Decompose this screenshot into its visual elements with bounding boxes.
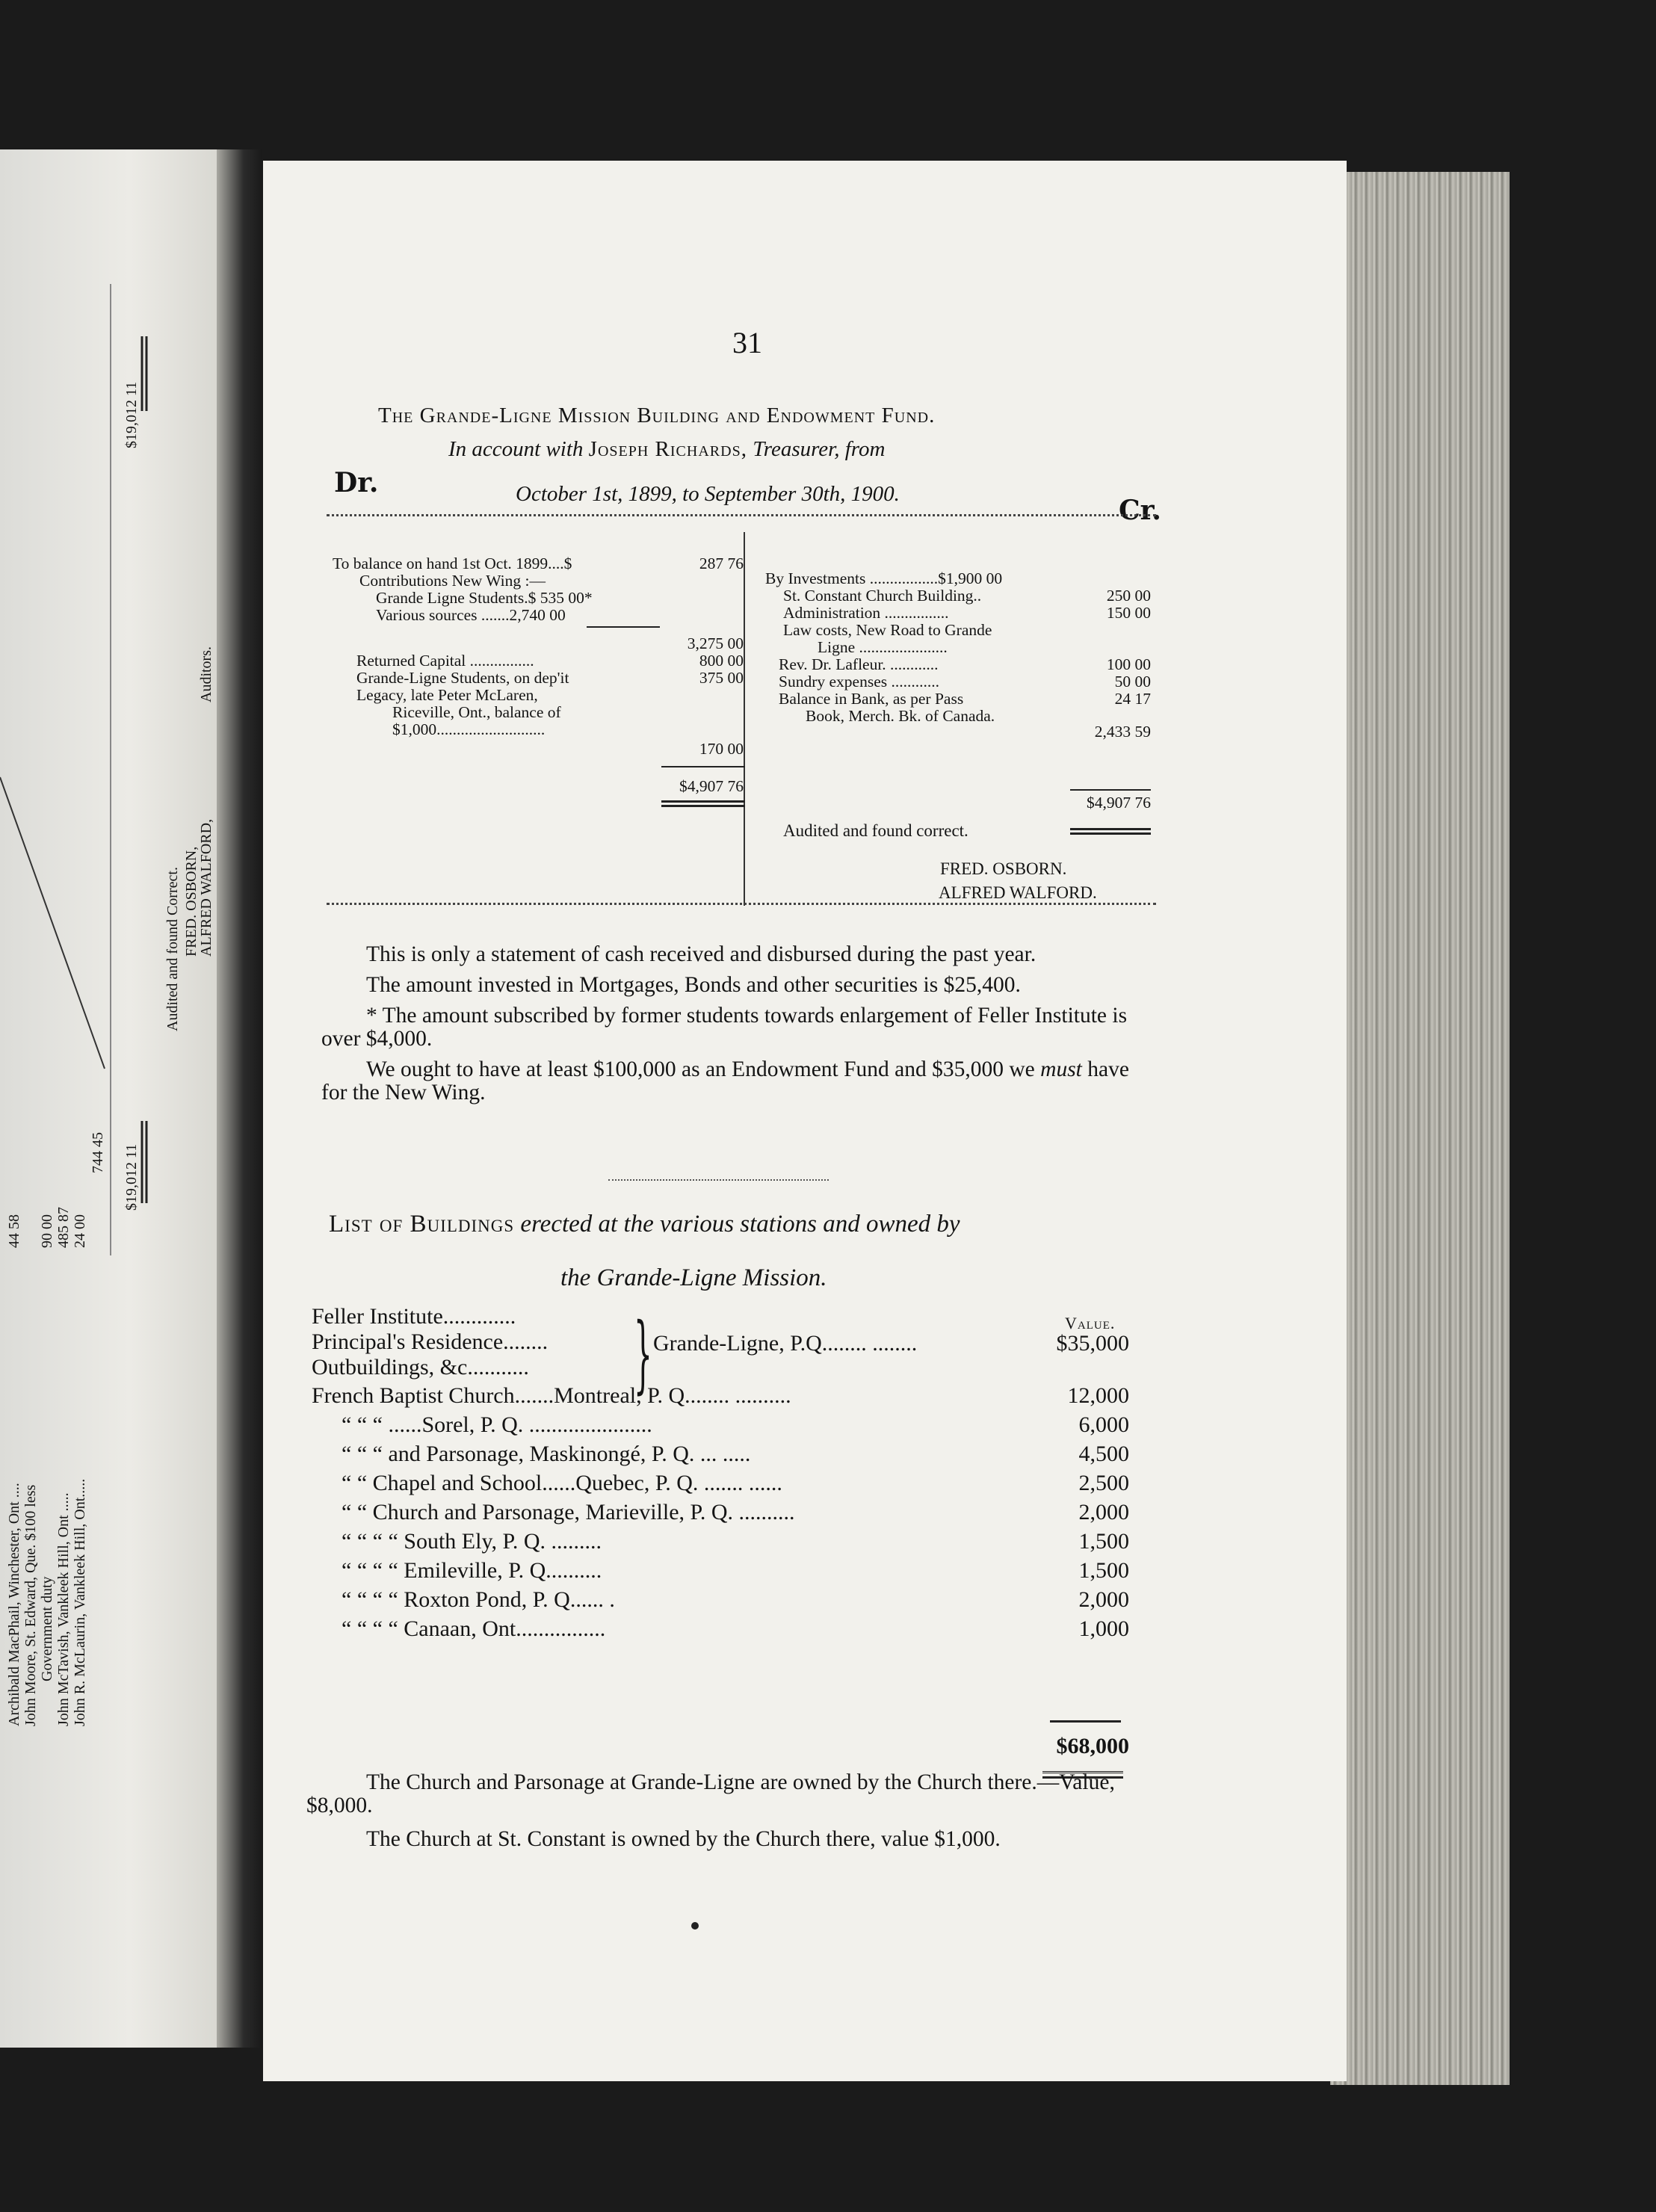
treasurer-name: Joseph Richards,: [588, 437, 747, 461]
buildings-title-italic: erected at the various stations and owned by: [520, 1211, 960, 1238]
debit-line: Grande Ligne Students.$ 535 00*: [376, 589, 593, 607]
credit-total-double-rule: [1070, 828, 1151, 830]
building-name: Feller Institute.............: [312, 1304, 516, 1329]
credit-amount: 150 00: [1106, 604, 1151, 622]
ink-dot: [691, 1922, 699, 1930]
section-divider: [608, 1179, 829, 1181]
debit-line: Various sources .......2,740 00: [376, 606, 566, 624]
ownership-paragraph: The Church at St. Constant is owned by the Church there, value $1,000.: [366, 1827, 1001, 1851]
credit-line: Book, Merch. Bk. of Canada.: [806, 707, 995, 725]
debit-total: $4,907 76: [679, 777, 744, 795]
facing-audit-line: ALFRED WALFORD,: [198, 818, 214, 957]
statement-notes: [321, 943, 1147, 1112]
group-bracket: }: [634, 1306, 652, 1403]
building-row: “ “ “ “ Roxton Pond, P. Q...... .: [342, 1587, 615, 1612]
debit-total-rule: [661, 766, 745, 767]
facing-audit-line: Audited and found Correct.: [164, 867, 181, 1031]
credit-line: Sundry expenses ............: [779, 673, 939, 691]
credit-amount: 24 17: [1114, 690, 1151, 708]
page-number: 31: [732, 326, 762, 359]
note-emphasis: must: [1040, 1057, 1082, 1081]
building-value: 1,500: [1078, 1529, 1129, 1554]
facing-audit-line: FRED. OSBORN,: [183, 846, 200, 957]
auditor-name: ALFRED WALFORD.: [939, 883, 1097, 902]
debit-total-double-rule: [661, 800, 745, 803]
account-line: [448, 437, 885, 462]
credit-column: [765, 569, 1154, 902]
credit-line: St. Constant Church Building..: [783, 587, 982, 605]
ledger-top-rule: [327, 514, 1156, 516]
building-name: Outbuildings, &c...........: [312, 1355, 529, 1380]
fund-title: The Grande-Ligne Mission Building and Endowment Fund.: [378, 404, 936, 427]
ownership-notes: [306, 1771, 1128, 1862]
debit-line: Grande-Ligne Students, on dep'it: [356, 669, 569, 687]
credit-label: Cr.: [1119, 495, 1161, 526]
facing-total: $19,012 11: [123, 381, 140, 448]
building-value: 1,000: [1078, 1616, 1129, 1641]
auditor-name: FRED. OSBORN.: [940, 859, 1067, 878]
note-paragraph: The amount invested in Mortgages, Bonds and other securities is $25,400.: [366, 973, 1021, 997]
credit-line: Law costs, New Road to Grande: [783, 621, 992, 639]
book-gutter: [217, 149, 262, 2048]
debit-subrule: [587, 626, 660, 628]
note-text: We ought to have at least $100,000 as an Endowment Fund and $35,000 we: [366, 1057, 1035, 1081]
note-paragraph: [321, 1058, 1147, 1105]
facing-amount: 485 87: [55, 1207, 72, 1248]
facing-page-lines: [0, 284, 217, 1823]
debit-amount: 375 00: [699, 669, 744, 687]
building-row: “ “ Church and Parsonage, Marieville, P. Q. ..........: [342, 1500, 795, 1524]
debit-line: Contributions New Wing :—: [359, 572, 546, 590]
building-row: “ “ Chapel and School......Quebec, P. Q. ....... ......: [342, 1471, 782, 1495]
building-row: “ “ “ “ South Ely, P. Q. .........: [342, 1529, 602, 1554]
building-value: $35,000: [1056, 1331, 1129, 1356]
facing-amount: 90 00: [39, 1214, 55, 1248]
building-row: “ “ “ “ Canaan, Ont................: [342, 1616, 606, 1641]
facing-amount: 44 58: [6, 1214, 22, 1248]
note-text: have for the New Wing.: [321, 1057, 1129, 1105]
buildings-subtitle: the Grande-Ligne Mission.: [560, 1264, 827, 1291]
building-value: 12,000: [1067, 1383, 1129, 1408]
page-edges: [1330, 172, 1510, 2085]
debit-line: Riceville, Ont., balance of: [392, 703, 561, 721]
buildings-list: [312, 1304, 1134, 1758]
facing-amount: 24 00: [72, 1214, 88, 1248]
buildings-total: $68,000: [1056, 1734, 1129, 1758]
debit-line: Returned Capital ................: [356, 652, 534, 670]
building-value: 4,500: [1078, 1442, 1129, 1466]
buildings-title: [329, 1211, 960, 1238]
credit-total-double-rule: [1070, 832, 1151, 835]
account-period: October 1st, 1899, to September 30th, 1900.: [516, 482, 900, 506]
note-paragraph: * The amount subscribed by former students towards enlargement of Feller Institute is over $4,000.: [321, 1004, 1128, 1051]
account-suffix: Treasurer, from: [753, 437, 886, 461]
debit-amount: 287 76: [699, 554, 744, 572]
debit-line: $1,000...........................: [392, 720, 546, 738]
facing-total: $19,012 11: [123, 1143, 140, 1211]
facing-line: Government duty: [39, 1576, 55, 1681]
buildings-title-caps: List of Buildings: [329, 1211, 515, 1238]
building-row: “ “ “ “ Emileville, P. Q..........: [342, 1558, 602, 1583]
credit-amount: 2,433 59: [1094, 723, 1151, 741]
debit-amount: 170 00: [699, 740, 744, 758]
building-row: “ “ “ and Parsonage, Maskinongé, P. Q. ... .....: [342, 1442, 751, 1466]
credit-total: $4,907 76: [1087, 794, 1151, 812]
debit-amount: 3,275 00: [687, 634, 744, 652]
building-row: “ “ “ ......Sorel, P. Q. ......................: [342, 1412, 652, 1437]
credit-line: By Investments .................$1,900 00: [765, 569, 1003, 587]
credit-amount: 100 00: [1106, 655, 1151, 673]
building-value: 6,000: [1078, 1412, 1129, 1437]
credit-total-rule: [1070, 789, 1151, 791]
buildings-total-rule: [1050, 1720, 1121, 1723]
ledger-bottom-rule: [327, 903, 1156, 905]
credit-line: Ligne ......................: [818, 638, 948, 656]
building-name: Principal's Residence........: [312, 1329, 549, 1354]
facing-subtotal: 744 45: [90, 1132, 106, 1173]
credit-amount: 50 00: [1114, 673, 1151, 691]
building-value: 2,500: [1078, 1471, 1129, 1495]
credit-line: Rev. Dr. Lafleur. ............: [779, 655, 939, 673]
credit-line: Balance in Bank, as per Pass: [779, 690, 964, 708]
building-value: 2,000: [1078, 1587, 1129, 1612]
facing-auditors-label: Auditors.: [198, 646, 214, 702]
facing-line: John McTavish, Vankleek Hill, Ont .....: [55, 1492, 72, 1726]
debit-line: Legacy, late Peter McLaren,: [356, 686, 538, 704]
building-value: 2,000: [1078, 1500, 1129, 1524]
building-row: French Baptist Church.......Montreal, P. Q........ ..........: [312, 1383, 791, 1408]
facing-line: John Moore, St. Edward, Que. $100 less: [22, 1484, 39, 1726]
note-paragraph: This is only a statement of cash received and disbursed during the past year.: [366, 942, 1036, 966]
debit-column: [333, 555, 747, 884]
debit-line: To balance on hand 1st Oct. 1899....$: [333, 554, 572, 572]
credit-amount: 250 00: [1106, 587, 1151, 605]
building-value: 1,500: [1078, 1558, 1129, 1583]
facing-line: John R. McLaurin, Vankleek Hill, Ont.....: [72, 1478, 88, 1726]
account-prefix: In account with: [448, 437, 584, 461]
ownership-paragraph: The Church and Parsonage at Grande-Ligne are owned by the Church there.—Value, $8,000.: [306, 1770, 1115, 1817]
value-column-header: Value.: [1065, 1314, 1116, 1332]
facing-line: Archibald MacPhail, Winchester, Ont ....: [6, 1483, 22, 1726]
facing-page-fragment: [0, 284, 217, 1823]
debit-label: Dr.: [334, 467, 379, 498]
debit-total-double-rule: [661, 805, 745, 807]
building-location: Grande-Ligne, P.Q........ ........: [653, 1331, 918, 1356]
debit-amount: 800 00: [699, 652, 744, 670]
credit-line: Administration ................: [783, 604, 949, 622]
audit-note: Audited and found correct.: [783, 821, 968, 840]
